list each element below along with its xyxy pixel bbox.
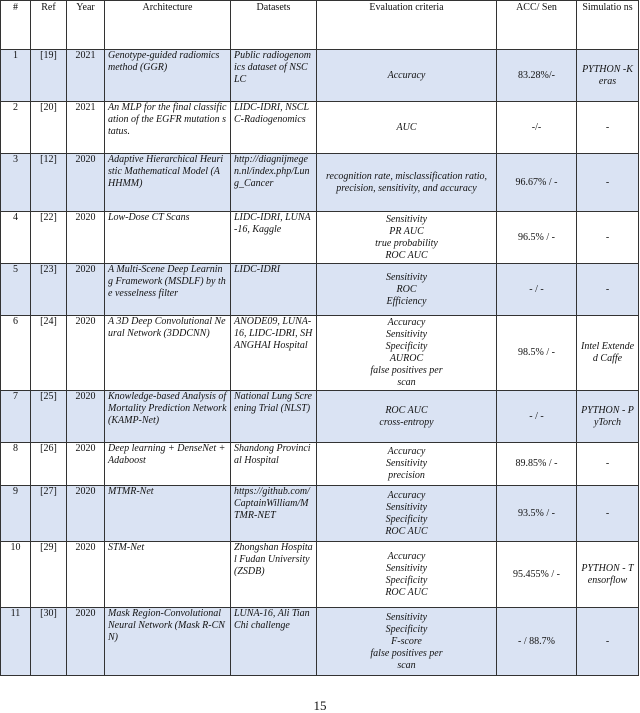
evaluation-criterion: false positives per	[370, 365, 443, 376]
header-evaluation-criteria: Evaluation criteria	[317, 1, 497, 50]
cell-acc-sen: 98.5% / -	[497, 316, 577, 391]
header-ref: Ref	[31, 1, 67, 50]
cell-simulations: PYTHON -Keras	[577, 50, 639, 102]
cell-ref: [27]	[31, 486, 67, 542]
evaluation-criterion: Sensitivity	[385, 562, 428, 574]
evaluation-criterion: Sensitivity	[385, 213, 428, 225]
header-architecture: Architecture	[105, 1, 231, 50]
evaluation-criterion: AUROC	[389, 353, 424, 364]
table-row	[1, 264, 639, 316]
cell-simulations: -	[577, 154, 639, 212]
cell-ref: [23]	[31, 264, 67, 316]
cell-ref: [22]	[31, 212, 67, 264]
cell-evaluation-criteria	[317, 316, 497, 391]
cell-acc-sen: 96.67% / -	[497, 154, 577, 212]
evaluation-criterion: ROC AUC	[385, 525, 428, 537]
header-datasets: Datasets	[231, 1, 317, 50]
table-row	[1, 542, 639, 608]
table-row	[1, 102, 639, 154]
table-row	[1, 608, 639, 676]
evaluation-criterion: Accuracy	[387, 489, 426, 501]
cell-number: 2	[1, 102, 31, 154]
table-row	[1, 212, 639, 264]
cell-datasets: LUNA-16, Ali TianChi challenge	[231, 608, 317, 676]
cell-datasets: Shandong Provincial Hospital	[231, 443, 317, 486]
cell-architecture: A Multi-Scene Deep Learning Framework (MSDLF) by the vesselness filter	[105, 264, 231, 316]
evaluation-criterion: Specificity	[385, 341, 428, 352]
cell-number: 3	[1, 154, 31, 212]
cell-evaluation-criteria	[317, 542, 497, 608]
cell-year: 2020	[67, 316, 105, 391]
evaluation-criterion: ROC	[396, 283, 417, 295]
table-body	[1, 50, 639, 676]
cell-year: 2020	[67, 608, 105, 676]
cell-architecture: Knowledge-based Analysis of Mortality Prediction Network (KAMP-Net)	[105, 391, 231, 443]
cell-datasets: LIDC-IDRI, LUNA-16, Kaggle	[231, 212, 317, 264]
cell-evaluation-criteria	[317, 443, 497, 486]
cell-architecture: A 3D Deep Convolutional Neural Network (3DDCNN)	[105, 316, 231, 391]
cell-evaluation-criteria	[317, 391, 497, 443]
cell-architecture: Deep learning + DenseNet + Adaboost	[105, 443, 231, 486]
evaluation-criterion: ROC AUC	[385, 249, 428, 261]
cell-year: 2020	[67, 212, 105, 264]
evaluation-criterion: Accuracy	[387, 69, 426, 81]
cell-number: 11	[1, 608, 31, 676]
cell-acc-sen: 93.5% / -	[497, 486, 577, 542]
cell-evaluation-criteria	[317, 212, 497, 264]
cell-acc-sen: - / -	[497, 264, 577, 316]
cell-number: 1	[1, 50, 31, 102]
cell-acc-sen: 95.455% / -	[497, 542, 577, 608]
cell-year: 2020	[67, 264, 105, 316]
evaluation-criterion: Specificity	[385, 623, 428, 635]
evaluation-criterion: Accuracy	[387, 446, 426, 457]
cell-number: 9	[1, 486, 31, 542]
table-row	[1, 50, 639, 102]
evaluation-criterion: cross-entropy	[379, 416, 434, 428]
cell-ref: [30]	[31, 608, 67, 676]
evaluation-criterion: Sensitivity	[385, 271, 428, 283]
evaluation-criterion: false positives per	[370, 647, 443, 659]
cell-year: 2020	[67, 391, 105, 443]
evaluation-criterion: Accuracy	[387, 550, 426, 562]
cell-evaluation-criteria	[317, 608, 497, 676]
cell-architecture: An MLP for the final classification of the EGFR mutation status.	[105, 102, 231, 154]
cell-architecture: MTMR-Net	[105, 486, 231, 542]
cell-datasets: https://github.com/CaptainWilliam/MTMR-NET	[231, 486, 317, 542]
cell-ref: [26]	[31, 443, 67, 486]
evaluation-criterion: Sensitivity	[385, 458, 428, 469]
cell-year: 2021	[67, 102, 105, 154]
cell-acc-sen: -/-	[497, 102, 577, 154]
cell-evaluation-criteria	[317, 102, 497, 154]
header-simulations: Simulatio ns	[577, 1, 639, 50]
evaluation-criterion: scan	[397, 377, 416, 388]
cell-ref: [25]	[31, 391, 67, 443]
evaluation-criterion: Accuracy	[387, 317, 426, 328]
cell-simulations: -	[577, 212, 639, 264]
evaluation-criterion: ROC AUC	[385, 404, 428, 416]
cell-simulations: -	[577, 443, 639, 486]
cell-ref: [20]	[31, 102, 67, 154]
cell-simulations: -	[577, 486, 639, 542]
cell-ref: [12]	[31, 154, 67, 212]
cell-ref: [29]	[31, 542, 67, 608]
table-row	[1, 154, 639, 212]
cell-ref: [19]	[31, 50, 67, 102]
evaluation-criterion: F-score	[391, 635, 422, 647]
cell-architecture: Genotype-guided radiomics method (GGR)	[105, 50, 231, 102]
header-year: Year	[67, 1, 105, 50]
cell-simulations: Intel Extended Caffe	[577, 316, 639, 391]
cell-architecture: Mask Region-Convolutional Neural Network (Mask R-CNN)	[105, 608, 231, 676]
evaluation-criterion: Efficiency	[386, 295, 427, 307]
cell-year: 2020	[67, 542, 105, 608]
evaluation-criterion: Sensitivity	[385, 501, 428, 513]
cell-datasets: http://diagnijmegen.nl/index.php/Lung_Cancer	[231, 154, 317, 212]
evaluation-criterion: scan	[397, 659, 416, 671]
cell-acc-sen: 89.85% / -	[497, 443, 577, 486]
cell-datasets: LIDC-IDRI, NSCLC-Radiogenomics	[231, 102, 317, 154]
header-row	[1, 1, 639, 50]
cell-acc-sen: 96.5% / -	[497, 212, 577, 264]
cell-number: 8	[1, 443, 31, 486]
evaluation-criterion: Sensitivity	[385, 329, 428, 340]
evaluation-criterion: Sensitivity	[385, 611, 428, 623]
table-row	[1, 443, 639, 486]
cell-datasets: LIDC-IDRI	[231, 264, 317, 316]
cell-number: 5	[1, 264, 31, 316]
evaluation-criterion: AUC	[396, 121, 417, 133]
table-row	[1, 391, 639, 443]
cell-year: 2020	[67, 486, 105, 542]
cell-architecture: Low-Dose CT Scans	[105, 212, 231, 264]
header-number: #	[1, 1, 31, 50]
evaluation-criterion: precision	[388, 470, 425, 481]
cell-datasets: National Lung Screening Trial (NLST)	[231, 391, 317, 443]
evaluation-criterion: Specificity	[385, 513, 428, 525]
cell-evaluation-criteria	[317, 486, 497, 542]
cell-evaluation-criteria	[317, 154, 497, 212]
cell-acc-sen: - / 88.7%	[497, 608, 577, 676]
cell-datasets: ANODE09, LUNA-16, LIDC-IDRI, SHANGHAI Hospital	[231, 316, 317, 391]
cell-acc-sen: 83.28%/-	[497, 50, 577, 102]
cell-ref: [24]	[31, 316, 67, 391]
cell-number: 4	[1, 212, 31, 264]
cell-simulations: PYTHON - Tensorflow	[577, 542, 639, 608]
table-row	[1, 316, 639, 391]
cell-simulations: -	[577, 264, 639, 316]
cell-acc-sen: - / -	[497, 391, 577, 443]
evaluation-criterion: precision, sensitivity, and accuracy	[336, 182, 477, 194]
cell-year: 2021	[67, 50, 105, 102]
cell-number: 10	[1, 542, 31, 608]
evaluation-criterion: true probability	[375, 237, 438, 249]
cell-number: 6	[1, 316, 31, 391]
cell-architecture: STM-Net	[105, 542, 231, 608]
cell-year: 2020	[67, 154, 105, 212]
cell-datasets: Public radiogenomics dataset of NSCLC	[231, 50, 317, 102]
cell-year: 2020	[67, 443, 105, 486]
table-row	[1, 486, 639, 542]
cell-simulations: -	[577, 608, 639, 676]
evaluation-criterion: ROC AUC	[385, 586, 428, 598]
cell-simulations: PYTHON - PyTorch	[577, 391, 639, 443]
cell-simulations: -	[577, 102, 639, 154]
cell-architecture: Adaptive Hierarchical Heuristic Mathematical Model (AHHMM)	[105, 154, 231, 212]
header-acc-sen: ACC/ Sen	[497, 1, 577, 50]
cell-evaluation-criteria	[317, 264, 497, 316]
cell-evaluation-criteria	[317, 50, 497, 102]
cell-datasets: Zhongshan Hospital Fudan University (ZSDB)	[231, 542, 317, 608]
evaluation-criterion: PR AUC	[389, 225, 424, 237]
page-number: 15	[313, 698, 327, 713]
evaluation-criterion: Specificity	[385, 574, 428, 586]
cell-number: 7	[1, 391, 31, 443]
evaluation-criterion: recognition rate, misclassification ratio,	[325, 170, 487, 182]
